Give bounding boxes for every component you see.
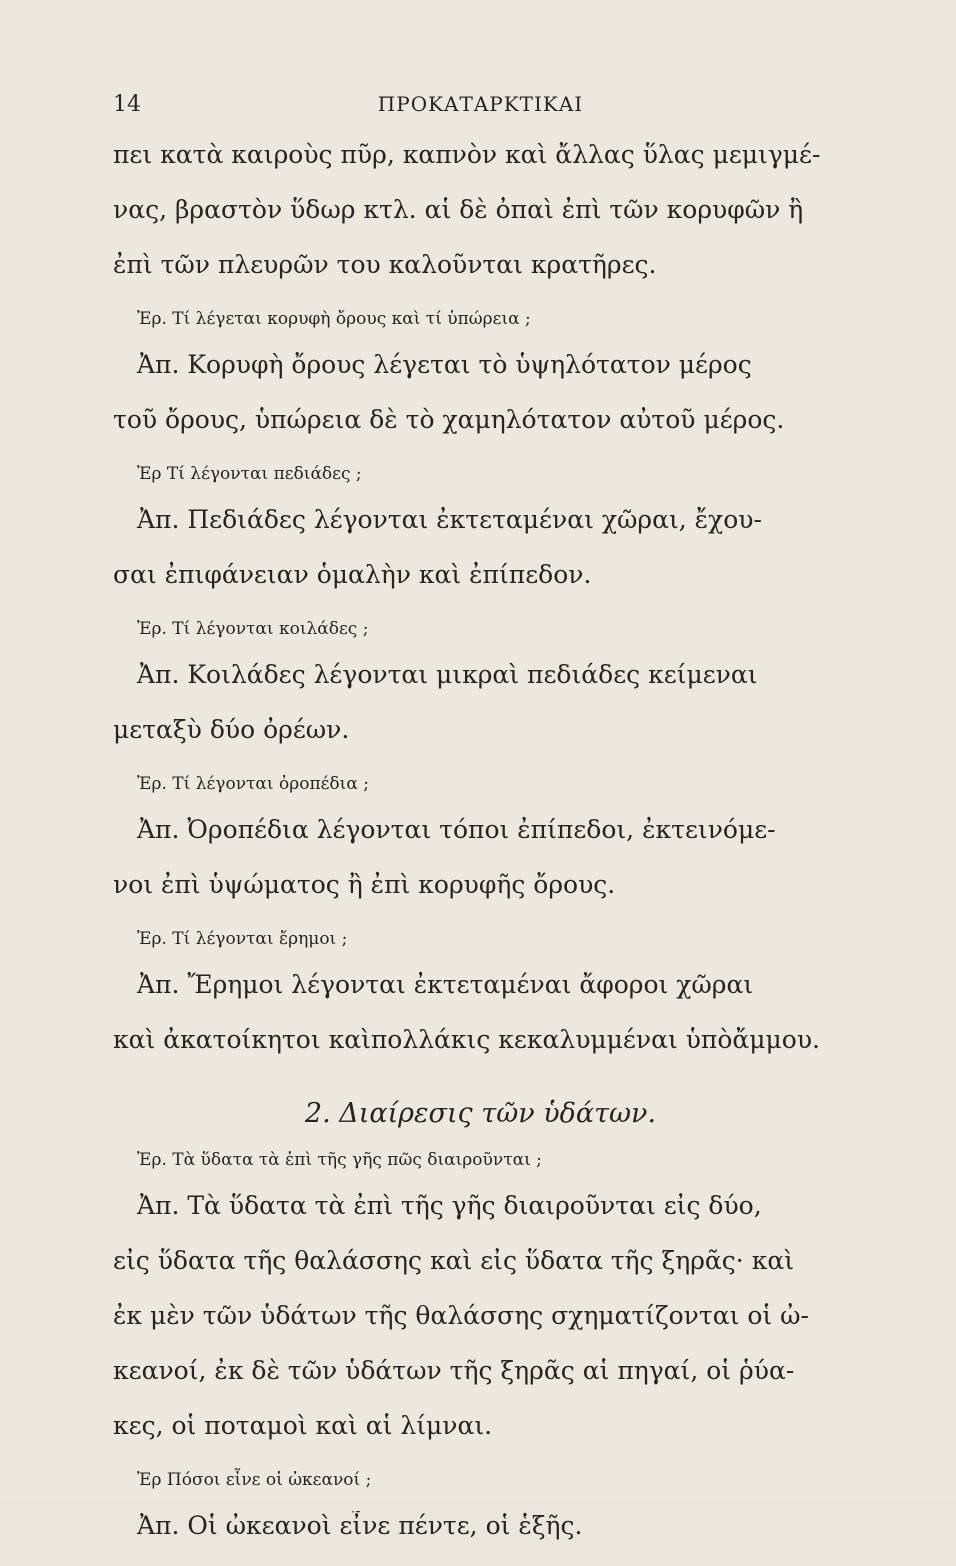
section-heading (113, 1090, 848, 1146)
text-line: τοῦ ὄρους, ὑπώρεια δὲ τὸ χαμηλότατον αὐτοῦ μέρος. (113, 405, 785, 434)
answer-line: Ἀπ. Πεδιάδες λέγονται ἐκτεταμέναι χῶραι, ἔχου- (137, 505, 762, 534)
text-line: νοι ἐπὶ ὑψώματος ἢ ἐπὶ κορυφῆς ὄρους. (113, 870, 616, 899)
question-line: Ἐρ. Τί λέγονται ἔρημοι ; (137, 929, 348, 949)
running-title: ΠΡΟΚΑΤΑΡΚΤΙΚΑΙ (377, 92, 584, 116)
answer-line: Ἀπ. Κοιλάδες λέγονται μικραὶ πεδιάδες κείμεναι (137, 660, 758, 689)
text-line: κες, οἱ ποταμοὶ καὶ αἱ λίμναι. (113, 1411, 493, 1440)
question-line: Ἐρ. Τὰ ὕδατα τὰ ἐπὶ τῆς γῆς πῶς διαιροῦνται ; (137, 1150, 542, 1170)
question-line: Ἐρ. Τί λέγεται κορυφὴ ὄρους καὶ τί ὑπώρεια ; (137, 309, 531, 329)
text-line: πει κατὰ καιροὺς πῦρ, καπνὸν καὶ ἄλλας ὕλας μεμιγμέ- (113, 140, 821, 169)
text-line: εἰς ὕδατα τῆς θαλάσσης καὶ εἰς ὕδατα τῆς ξηρᾶς· καὶ (113, 1246, 795, 1275)
page-header (113, 92, 848, 122)
answer-line: Ἀπ. Οἱ ὠκεανοὶ εἶνε πέντε, οἱ ἑξῆς. (137, 1511, 583, 1540)
text-line: μεταξὺ δύο ὀρέων. (113, 715, 350, 744)
text-line: ἐπὶ τῶν πλευρῶν του καλοῦνται κρατῆρες. (113, 250, 657, 279)
question-line: Ἐρ Πόσοι εἶνε οἱ ὠκεανοί ; (137, 1470, 372, 1490)
text-line: ἐκ μὲν τῶν ὑδάτων τῆς θαλάσσης σχηματίζονται οἱ ὠ- (113, 1301, 809, 1330)
spacer (113, 1080, 848, 1090)
question-line: Ἐρ. Τί λέγονται κοιλάδες ; (137, 619, 369, 639)
text-line: νας, βραστὸν ὕδωρ κτλ. αἱ δὲ ὀπαὶ ἐπὶ τῶν κορυφῶν ἢ (113, 195, 804, 224)
body-text (113, 140, 848, 1566)
question-line: Ἐρ. Τί λέγονται ὀροπέδια ; (137, 774, 369, 794)
answer-line: Ἀπ. Ὀροπέδια λέγονται τόποι ἐπίπεδοι, ἐκτεινόμε- (137, 815, 776, 844)
answer-line: Ἀπ. Τὰ ὕδατα τὰ ἐπὶ τῆς γῆς διαιροῦνται εἰς δύο, (137, 1191, 762, 1220)
page-number: 14 (113, 92, 141, 117)
text-line: σαι ἐπιφάνειαν ὁμαλὴν καὶ ἐπίπεδον. (113, 560, 592, 589)
answer-line: Ἀπ. Ἔρημοι λέγονται ἐκτεταμέναι ἄφοροι χῶραι (137, 970, 754, 999)
text-line: καὶ ἀκατοίκητοι καὶπολλάκις κεκαλυμμέναι ὑπὸἄμμου. (113, 1025, 820, 1054)
answer-line: Ἀπ. Κορυφὴ ὄρους λέγεται τὸ ὑψηλότατον μέρος (137, 350, 752, 379)
text-line: κεανοί, ἐκ δὲ τῶν ὑδάτων τῆς ξηρᾶς αἱ πηγαί, οἱ ῥύα- (113, 1356, 795, 1385)
question-line: Ἐρ Τί λέγονται πεδιάδες ; (137, 464, 362, 484)
section-title: 2. Διαίρεσις τῶν ὑδάτων. (304, 1098, 657, 1129)
